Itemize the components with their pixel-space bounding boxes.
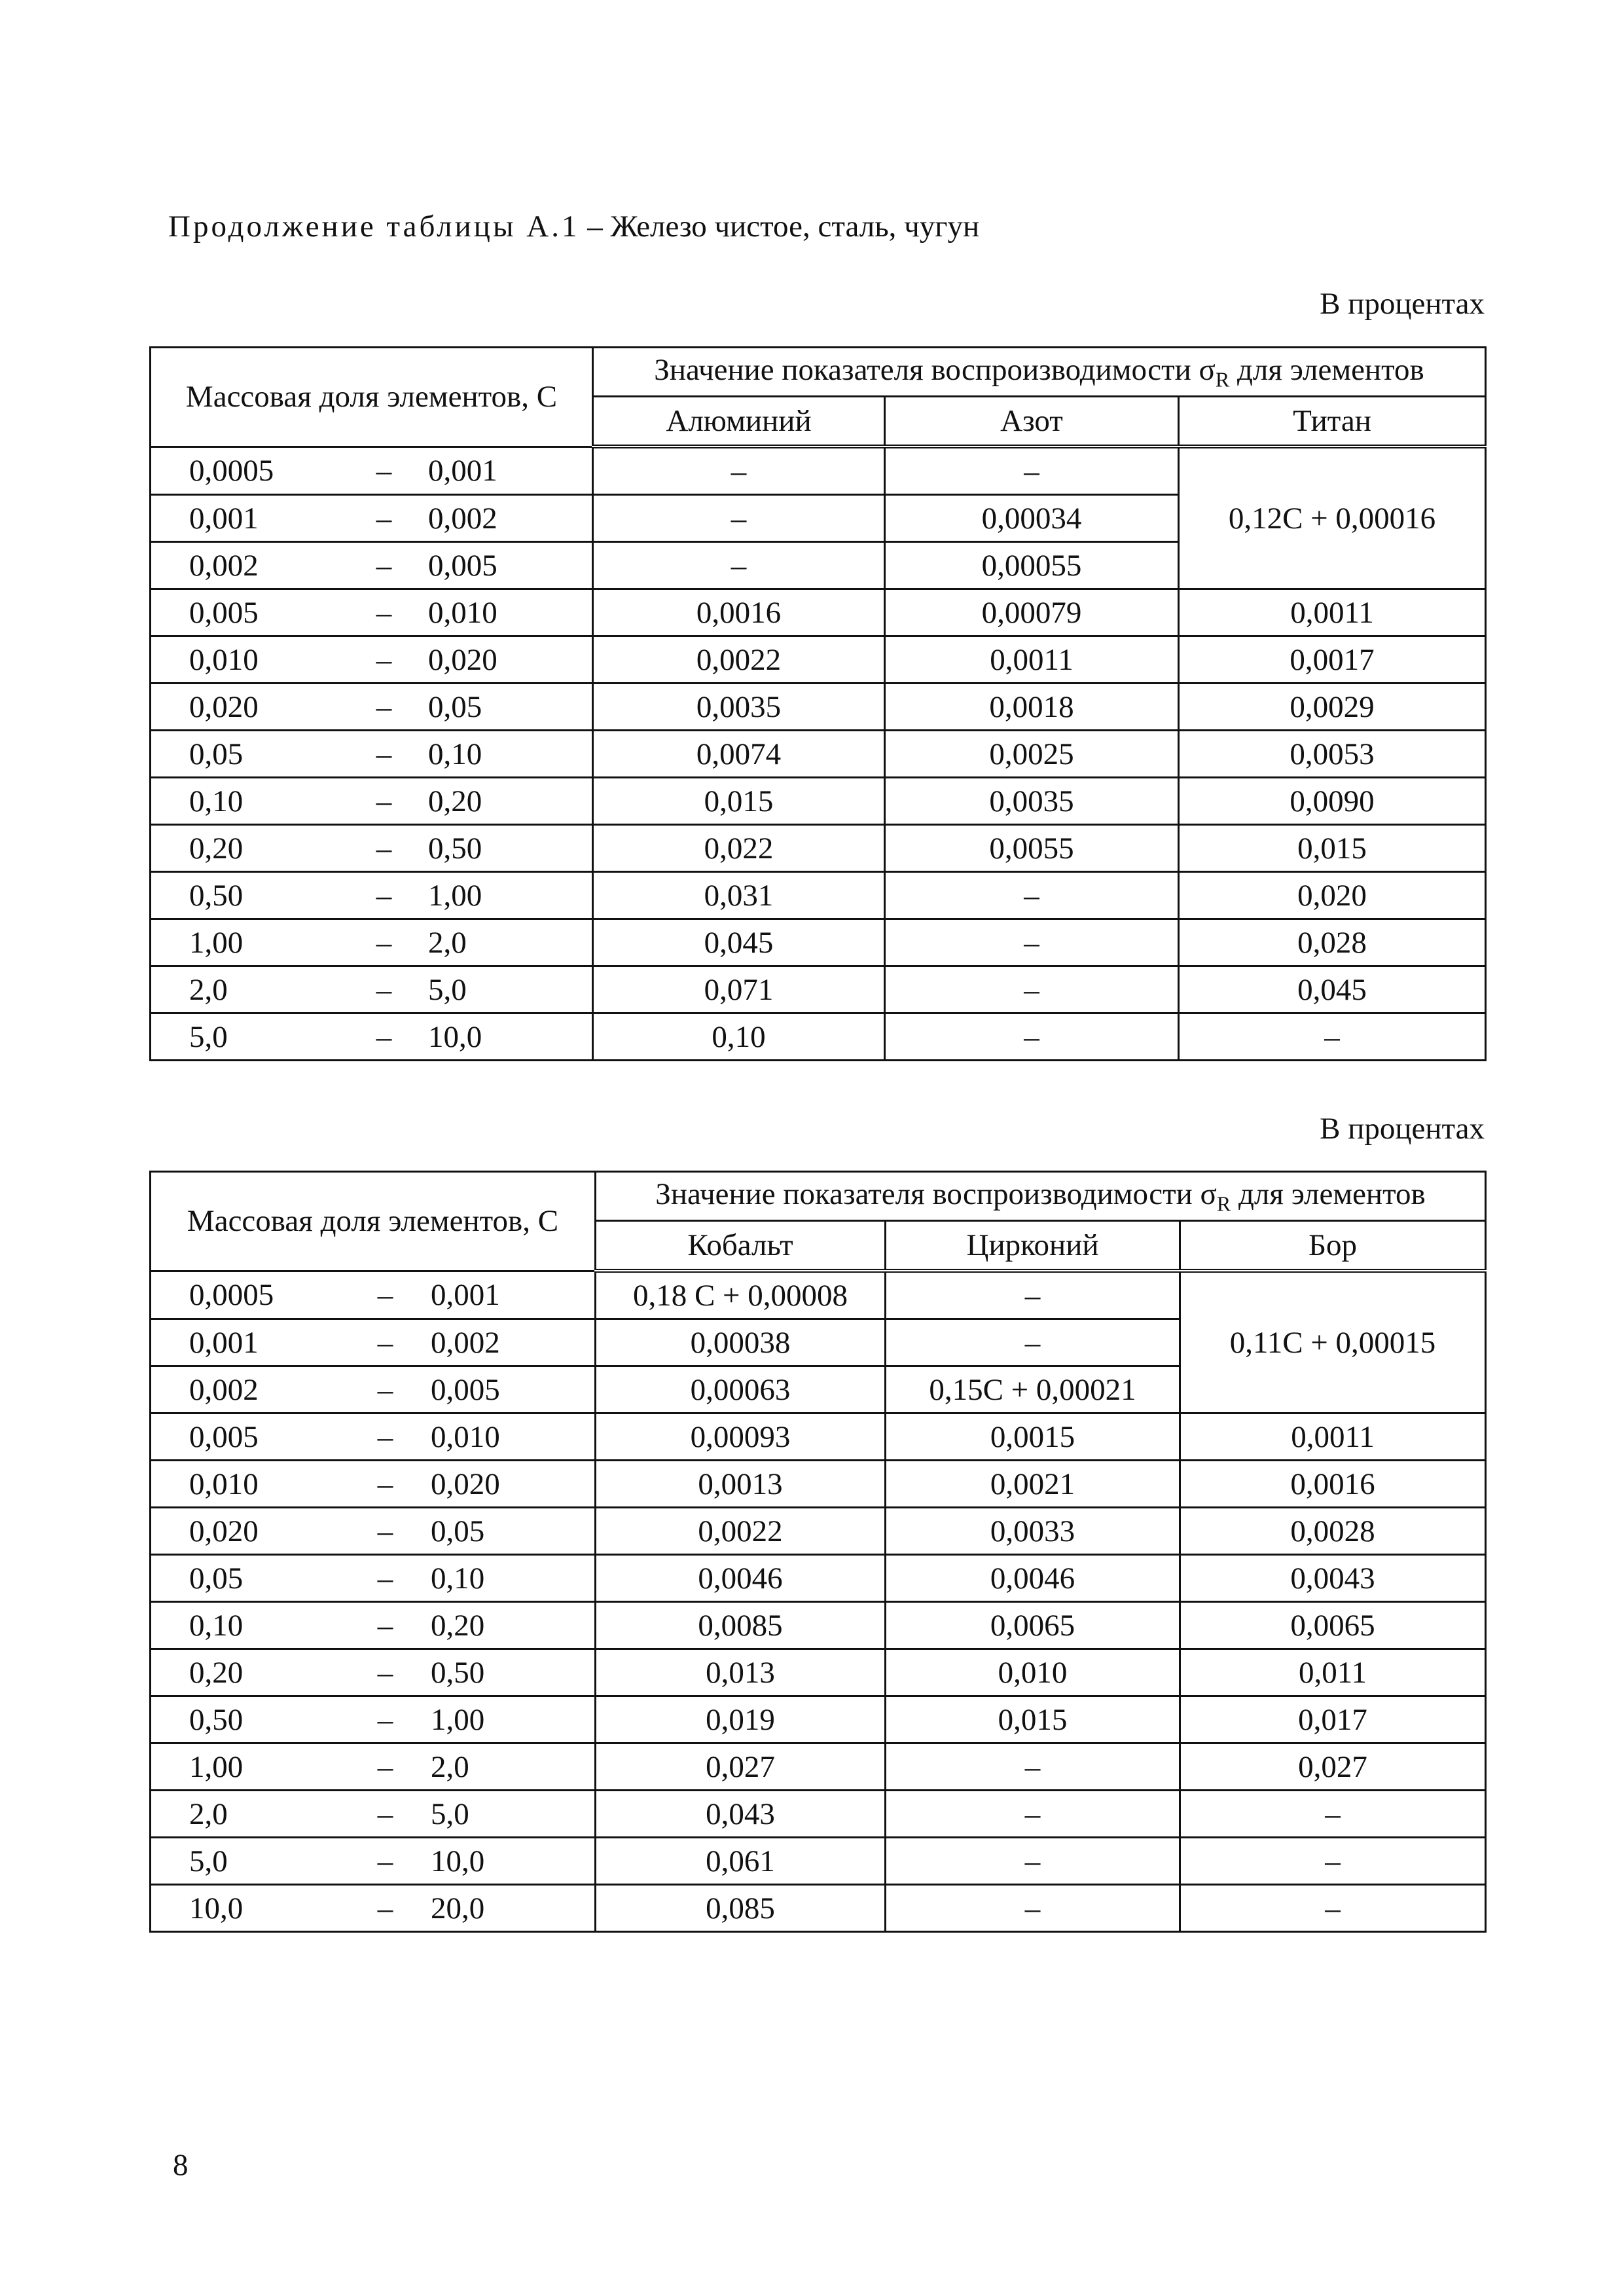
- mass-fraction-range: 2,0 – 5,0: [151, 966, 593, 1013]
- table-row: [151, 1508, 1486, 1555]
- mass-fraction-range: 0,010 – 0,020: [151, 1461, 596, 1508]
- value-cell: 0,0065: [886, 1602, 1180, 1649]
- value-cell: –: [886, 1791, 1180, 1838]
- mass-fraction-range: 2,0 – 5,0: [151, 1791, 596, 1838]
- mass-fraction-range: 0,001 – 0,002: [151, 1319, 596, 1366]
- value-cell: 0,0046: [596, 1555, 886, 1602]
- value-cell: –: [886, 1271, 1180, 1319]
- value-cell: 0,10: [593, 1013, 885, 1061]
- value-cell: –: [885, 872, 1179, 919]
- table-row: [151, 1461, 1486, 1508]
- value-cell: 0,0029: [1179, 683, 1486, 731]
- value-cell: 0,00079: [885, 589, 1179, 636]
- value-cell: 0,00038: [596, 1319, 886, 1366]
- table-row: [151, 778, 1486, 825]
- column-header: Азот: [885, 397, 1179, 447]
- mass-fraction-range: 10,0 – 20,0: [151, 1885, 596, 1932]
- units-label: В процентах: [1320, 287, 1485, 321]
- table-row: [151, 1791, 1486, 1838]
- value-cell: 0,0035: [593, 683, 885, 731]
- value-cell: –: [593, 542, 885, 589]
- mass-fraction-range: 0,020 – 0,05: [151, 1508, 596, 1555]
- value-cell: 0,0085: [596, 1602, 886, 1649]
- value-cell: 0,017: [1180, 1696, 1486, 1743]
- value-cell: –: [1180, 1791, 1486, 1838]
- value-cell: 0,0016: [593, 589, 885, 636]
- table-cobalt-zirconium-boron: [149, 1171, 1487, 1933]
- mass-fraction-range: 0,50 – 1,00: [151, 872, 593, 919]
- value-cell: –: [886, 1885, 1180, 1932]
- mass-fraction-range: 0,010 – 0,020: [151, 636, 593, 683]
- column-header: Кобальт: [596, 1221, 886, 1271]
- value-cell: 0,043: [596, 1791, 886, 1838]
- mass-fraction-range: 0,002 – 0,005: [151, 1366, 596, 1413]
- table-row: [151, 446, 1486, 495]
- merged-formula-cell: 0,12С + 0,00016: [1179, 446, 1486, 589]
- mass-fraction-range: 0,002 – 0,005: [151, 542, 593, 589]
- value-cell: 0,031: [593, 872, 885, 919]
- value-cell: –: [886, 1743, 1180, 1791]
- value-cell: 0,071: [593, 966, 885, 1013]
- value-cell: 0,015: [593, 778, 885, 825]
- value-cell: 0,0022: [593, 636, 885, 683]
- mass-fraction-range: 0,20 – 0,50: [151, 825, 593, 872]
- value-cell: 0,0017: [1179, 636, 1486, 683]
- mass-fraction-range: 0,20 – 0,50: [151, 1649, 596, 1696]
- value-cell: –: [885, 919, 1179, 966]
- value-cell: 0,0074: [593, 731, 885, 778]
- table-row: [151, 825, 1486, 872]
- table-row: [151, 1743, 1486, 1791]
- value-cell: 0,15С + 0,00021: [886, 1366, 1180, 1413]
- table-row: [151, 1555, 1486, 1602]
- mass-fraction-range: 5,0 – 10,0: [151, 1013, 593, 1061]
- mass-fraction-range: 0,05 – 0,10: [151, 1555, 596, 1602]
- value-cell: 0,0035: [885, 778, 1179, 825]
- mass-fraction-range: 0,0005 – 0,001: [151, 446, 593, 495]
- table-row: [151, 1696, 1486, 1743]
- value-cell: 0,015: [886, 1696, 1180, 1743]
- value-cell: 0,18 С + 0,00008: [596, 1271, 886, 1319]
- units-label: В процентах: [1320, 1112, 1485, 1146]
- value-cell: –: [593, 495, 885, 542]
- mass-fraction-range: 1,00 – 2,0: [151, 1743, 596, 1791]
- table-row: [151, 731, 1486, 778]
- value-cell: 0,0055: [885, 825, 1179, 872]
- value-cell: 0,022: [593, 825, 885, 872]
- value-cell: 0,020: [1179, 872, 1486, 919]
- value-cell: 0,00034: [885, 495, 1179, 542]
- column-header: Бор: [1180, 1221, 1486, 1271]
- mass-fraction-range: 0,10 – 0,20: [151, 1602, 596, 1649]
- value-cell: 0,045: [1179, 966, 1486, 1013]
- column-header: Цирконий: [886, 1221, 1180, 1271]
- value-cell: 0,0043: [1180, 1555, 1486, 1602]
- value-cell: 0,0022: [596, 1508, 886, 1555]
- value-cell: 0,0028: [1180, 1508, 1486, 1555]
- page-number: 8: [173, 2148, 189, 2182]
- column-header: Алюминий: [593, 397, 885, 447]
- table-row: [151, 872, 1486, 919]
- table-row: [151, 1885, 1486, 1932]
- value-cell: –: [593, 446, 885, 495]
- mass-fraction-range: 5,0 – 10,0: [151, 1838, 596, 1885]
- value-cell: 0,0015: [886, 1413, 1180, 1461]
- table-row: [151, 1649, 1486, 1696]
- table-row: [151, 1602, 1486, 1649]
- value-cell: 0,061: [596, 1838, 886, 1885]
- value-cell: –: [1180, 1885, 1486, 1932]
- table-row: [151, 1013, 1486, 1061]
- value-cell: 0,013: [596, 1649, 886, 1696]
- caption-title: – Железо чистое, сталь, чугун: [587, 210, 980, 244]
- value-cell: 0,011: [1180, 1649, 1486, 1696]
- value-cell: 0,027: [596, 1743, 886, 1791]
- table-row: [151, 1838, 1486, 1885]
- value-cell: –: [886, 1319, 1180, 1366]
- value-cell: 0,0011: [1179, 589, 1486, 636]
- table-row: [151, 636, 1486, 683]
- mass-fraction-range: 0,05 – 0,10: [151, 731, 593, 778]
- merged-formula-cell: 0,11С + 0,00015: [1180, 1271, 1486, 1413]
- mass-fraction-range: 0,005 – 0,010: [151, 589, 593, 636]
- value-cell: 0,0065: [1180, 1602, 1486, 1649]
- value-cell: 0,045: [593, 919, 885, 966]
- column-header: Титан: [1179, 397, 1486, 447]
- value-cell: 0,0018: [885, 683, 1179, 731]
- table-row: [151, 683, 1486, 731]
- value-cell: 0,085: [596, 1885, 886, 1932]
- value-cell: 0,0021: [886, 1461, 1180, 1508]
- table-row: [151, 1271, 1486, 1319]
- table-row: [151, 919, 1486, 966]
- value-cell: 0,0013: [596, 1461, 886, 1508]
- caption-label: Продолжение таблицы А.1: [168, 210, 580, 244]
- table-row: [151, 1413, 1486, 1461]
- value-cell: –: [885, 1013, 1179, 1061]
- value-cell: 0,015: [1179, 825, 1486, 872]
- value-cell: 0,0011: [1180, 1413, 1486, 1461]
- value-cell: –: [1180, 1838, 1486, 1885]
- value-cell: 0,0046: [886, 1555, 1180, 1602]
- mass-fraction-range: 0,005 – 0,010: [151, 1413, 596, 1461]
- mass-fraction-range: 1,00 – 2,0: [151, 919, 593, 966]
- value-cell: 0,0033: [886, 1508, 1180, 1555]
- table-row: [151, 966, 1486, 1013]
- value-cell: –: [886, 1838, 1180, 1885]
- value-cell: 0,0025: [885, 731, 1179, 778]
- value-cell: 0,019: [596, 1696, 886, 1743]
- value-cell: –: [1179, 1013, 1486, 1061]
- value-cell: 0,00093: [596, 1413, 886, 1461]
- value-cell: 0,0090: [1179, 778, 1486, 825]
- value-cell: 0,00063: [596, 1366, 886, 1413]
- value-cell: 0,00055: [885, 542, 1179, 589]
- reproducibility-header: Значение показателя воспроизводимости $\sigma_R$ для элементов: [593, 348, 1486, 397]
- table-caption: [168, 208, 979, 245]
- value-cell: 0,028: [1179, 919, 1486, 966]
- value-cell: 0,0016: [1180, 1461, 1486, 1508]
- mass-fraction-range: 0,001 – 0,002: [151, 495, 593, 542]
- mass-fraction-range: 0,020 – 0,05: [151, 683, 593, 731]
- table-row: [151, 589, 1486, 636]
- value-cell: –: [885, 966, 1179, 1013]
- value-cell: 0,010: [886, 1649, 1180, 1696]
- mass-fraction-header: Массовая доля элементов, С: [151, 348, 593, 447]
- mass-fraction-range: 0,0005 – 0,001: [151, 1271, 596, 1319]
- value-cell: 0,027: [1180, 1743, 1486, 1791]
- mass-fraction-range: 0,10 – 0,20: [151, 778, 593, 825]
- reproducibility-header: Значение показателя воспроизводимости $\sigma_R$ для элементов: [596, 1172, 1486, 1221]
- value-cell: –: [885, 446, 1179, 495]
- mass-fraction-range: 0,50 – 1,00: [151, 1696, 596, 1743]
- table-aluminium-nitrogen-titanium: [149, 346, 1487, 1061]
- value-cell: 0,0011: [885, 636, 1179, 683]
- mass-fraction-header: Массовая доля элементов, С: [151, 1172, 596, 1271]
- value-cell: 0,0053: [1179, 731, 1486, 778]
